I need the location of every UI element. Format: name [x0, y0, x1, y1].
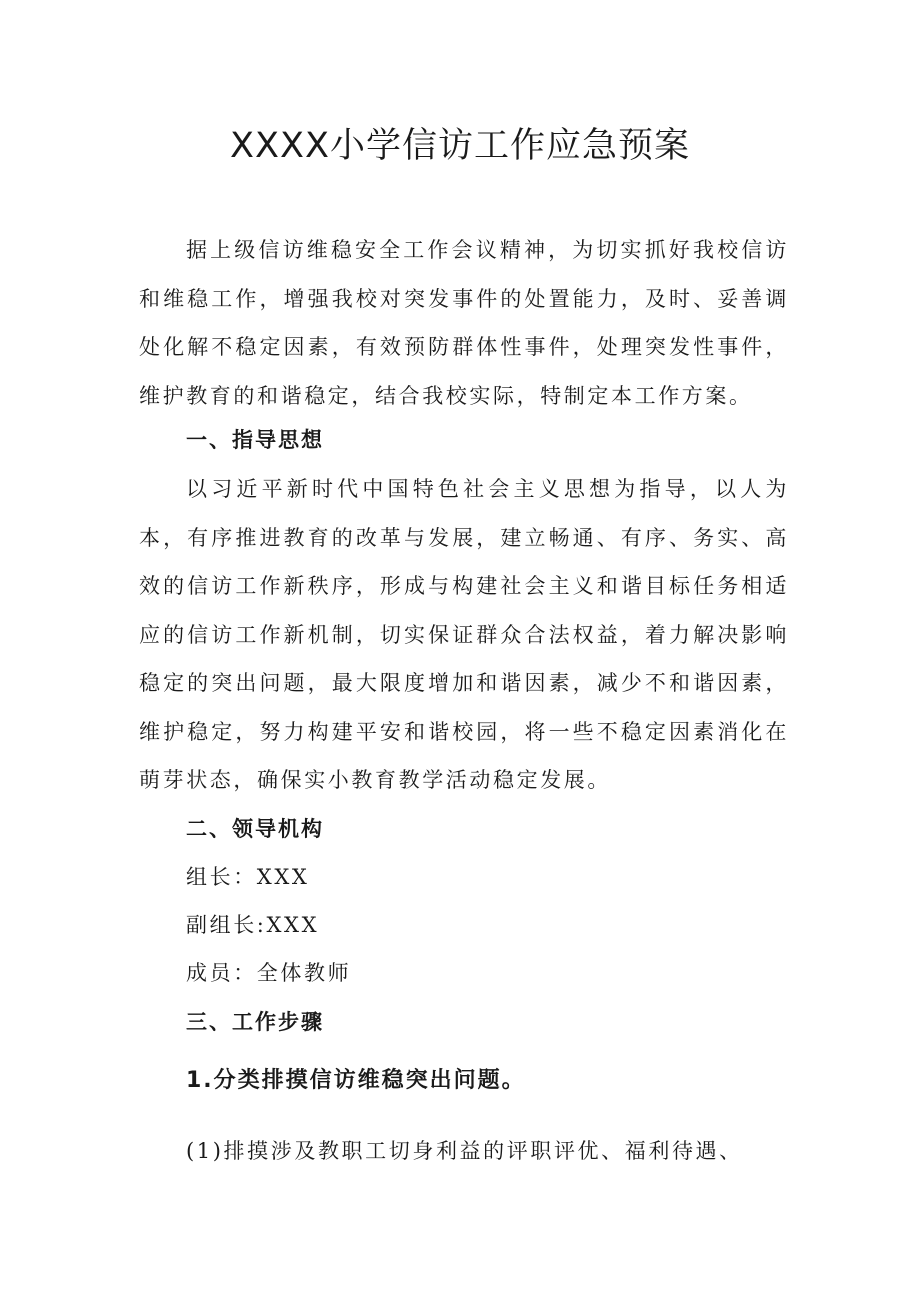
intro-paragraph: 据上级信访维稳安全工作会议精神，为切实抓好我校信访和维稳工作，增强我校对突发事件的处置能力，及时、妥善调处化解不稳定因素，有效预防群体性事件，处理突发性事件，维护教育的和谐稳定，结合我校实际，特制定本工作方案。 — [139, 238, 789, 408]
step-1-heading: 1.分类排摸信访维稳突出问题。 — [186, 1068, 526, 1093]
deputy-leader-line: 副组长:XXX — [186, 913, 320, 937]
document-title: XXXX小学信访工作应急预案 — [230, 126, 690, 166]
section-heading-leadership: 二、领导机构 — [186, 817, 324, 841]
section-heading-guiding-ideology: 一、指导思想 — [186, 428, 324, 452]
section-heading-work-steps: 三、工作步骤 — [186, 1010, 324, 1034]
step-1-item-1: (1)排摸涉及教职工切身利益的评职评优、福利待遇、 — [186, 1139, 743, 1163]
members-line: 成员：全体教师 — [186, 961, 352, 985]
leader-line: 组长：XXX — [186, 865, 310, 889]
guiding-ideology-paragraph: 以习近平新时代中国特色社会主义思想为指导，以人为本，有序推进教育的改革与发展，建立畅通、有序、务实、高效的信访工作新秩序，形成与构建社会主义和谐目标任务相适应的信访工作新机制，切实保证群众合法权益，着力解决影响稳定的突出问题，最大限度增加和谐因素，减少不和谐因素，维护稳定，努力构建平安和谐校园，将一些不稳定因素消化在萌芽状态，确保实小教育教学活动稳定发展。 — [139, 477, 789, 792]
